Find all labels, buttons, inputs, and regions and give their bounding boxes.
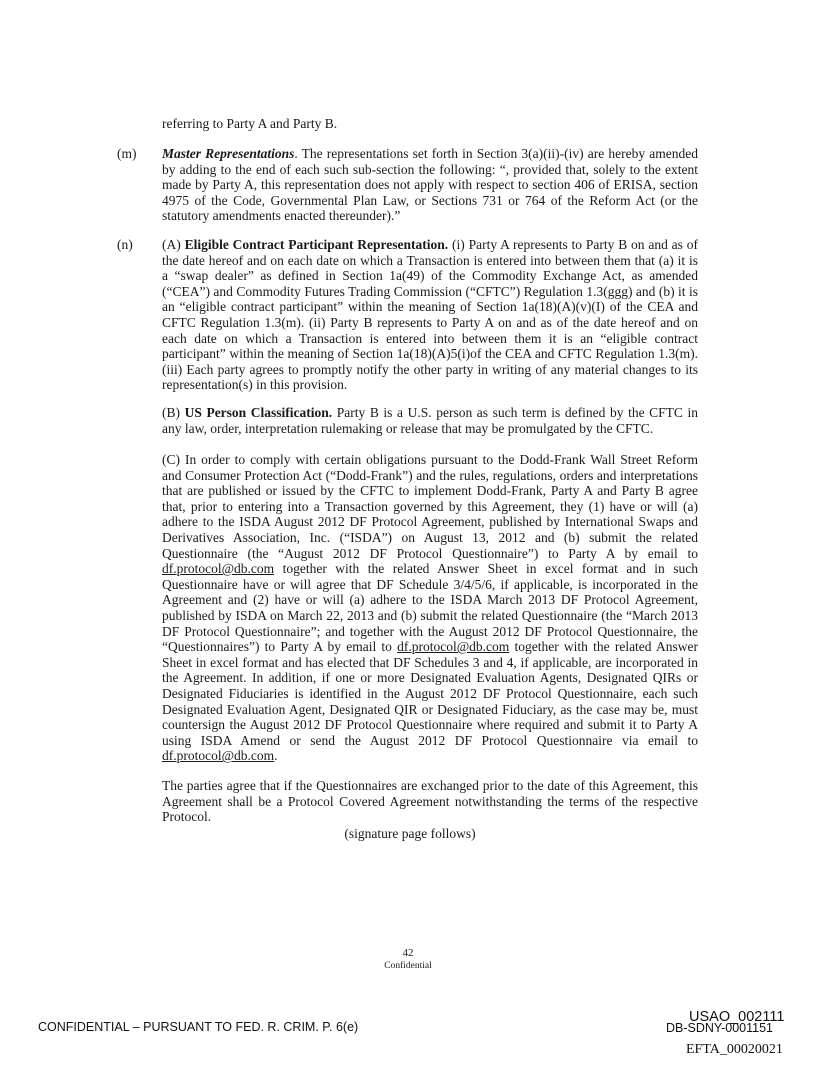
section-n-c-part1: (C) In order to comply with certain obligations pursuant to the Dodd-Frank Wall Street Reform and Consumer Protection Act (“Dodd-Frank”) and the rules, regulations, orders and interpretations that are published or issued by the CFTC to implement Dodd-Frank, Party A and Party B agree that, prior to entering into a Transaction governed by this Agreement, they (1) have or will (a) adhere to the ISDA August 2012 DF Protocol Agreement, published by International Swaps and Derivatives Association, Inc. (“ISDA”) on August 13, 2012 and (b) submit the related Questionnaire (the “August 2012 DF Protocol Questionnaire”) to Party A by email to xyxy=(162,452,698,561)
section-n-a-title: Eligible Contract Participant Representation. xyxy=(184,237,449,252)
section-m-body: The representations set forth in Section 3(a)(ii)-(iv) are hereby amended by adding to the end of each such sub-section the following: “, provided that, solely to the extent made by Party A, this representation does not apply with respect to section 406 of ERISA, section 4975 of the Code, Governmental Plan Law, or Sections 731 or 764 of the Reform Act (or the statutory amendments enacted thereunder).” xyxy=(162,146,698,224)
section-n-b-title: US Person Classification. xyxy=(184,405,333,420)
efta-bates-stamp: EFTA_00020021 xyxy=(686,1042,783,1057)
section-m-title-period: . xyxy=(294,146,298,161)
usao-bates-stamp: USAO_002111 xyxy=(689,1009,785,1025)
section-n-c-part2: together with the related Answer Sheet in excel format and in such Questionnaire have or will agree that DF Schedule 3/4/5/6, if applicable, is incorporated in the Agreement and (2) have or will (a) adhere to the ISDA March 2013 DF Protocol Agreement, published by ISDA on March 22, 2013 and (b) submit the related Questionnaire (the “March 2013 DF Protocol Questionnaire”; and together with the August 2012 DF Protocol Questionnaire, the “Questionnaires”) to Party A by email to xyxy=(162,561,698,655)
section-n-c-end: . xyxy=(274,748,278,764)
page-number: 42 xyxy=(402,947,414,959)
section-m-paragraph xyxy=(162,146,698,224)
grand-jury-legend: CONFIDENTIAL – PURSUANT TO FED. R. CRIM. P. 6(e) xyxy=(38,1020,359,1034)
section-n-a-paragraph xyxy=(162,237,698,393)
db-bates-stamp: DB-SDNY-0001151 xyxy=(666,1021,774,1035)
section-n-b-prefix: (B) xyxy=(162,405,185,420)
parties-agree-paragraph: The parties agree that if the Questionnaires are exchanged prior to the date of this Agreement, this Agreement shall be a Protocol Covered Agreement notwithstanding the terms of the respective Protocol. xyxy=(162,778,698,825)
section-n-label: (n) xyxy=(117,237,133,252)
confidential-footer: Confidential xyxy=(384,961,432,971)
section-n-b-paragraph xyxy=(162,405,698,436)
signature-page-note: (signature page follows) xyxy=(344,826,476,841)
section-n-c-part3: together with the related Answer Sheet in excel format and has elected that DF Schedules 3 and 4, if applicable, are incorporated in the Agreement. In addition, if one or more Designated Evaluation Agents, Designated QIRs or Designated Fiduciaries is identified in the August 2012 DF Protocol Questionnaire, each such Designated Evaluation Agent, Designated QIR or Designated Fiduciary, as the case may be, must countersign the August 2012 DF Protocol Questionnaire where required and submit it to Party A using ISDA Amend or send the August 2012 DF Protocol Questionnaire via email to xyxy=(162,639,698,748)
section-m-title: Master Representations xyxy=(162,146,295,161)
section-n-a-prefix: (A) xyxy=(162,237,185,252)
protocol-email-link[interactable]: df.protocol@db.com xyxy=(162,748,275,764)
intro-line: referring to Party A and Party B. xyxy=(162,116,338,131)
protocol-email-link[interactable]: df.protocol@db.com xyxy=(397,639,510,655)
section-n-b-body: Party B is a U.S. person as such term is defined by the CFTC in any law, order, interpretation rulemaking or release that may be promulgated by the CFTC. xyxy=(162,405,699,436)
section-n-a-body: (i) Party A represents to Party B on and as of the date hereof and on each date on which a Transaction is entered into between them that (a) it is a “swap dealer” as defined in Section 1a(49) of the Commodity Exchange Act, as amended (“CEA”) and Commodity Futures Trading Commission (“CFTC”) Regulation 1.3(ggg) and (b) it is an “eligible contract participant” within the meaning of Section 1a(18)(A)(v)(I) of the CEA and CFTC Regulation 1.3(m). (ii) Party B represents to Party A on and as of the date hereof and on each date on which a Transaction is entered into between them it is an “eligible contract participant” within the meaning of Section 1a(18)(A)5(i)of the CEA and CFTC Regulation 1.3(m). (iii) Each party agrees to promptly notify the other party in writing of any material changes to its representation(s) in this provision. xyxy=(162,237,698,393)
protocol-email-link[interactable]: df.protocol@db.com xyxy=(162,561,275,577)
section-m-label: (m) xyxy=(117,146,137,161)
section-n-c-paragraph xyxy=(162,452,698,764)
